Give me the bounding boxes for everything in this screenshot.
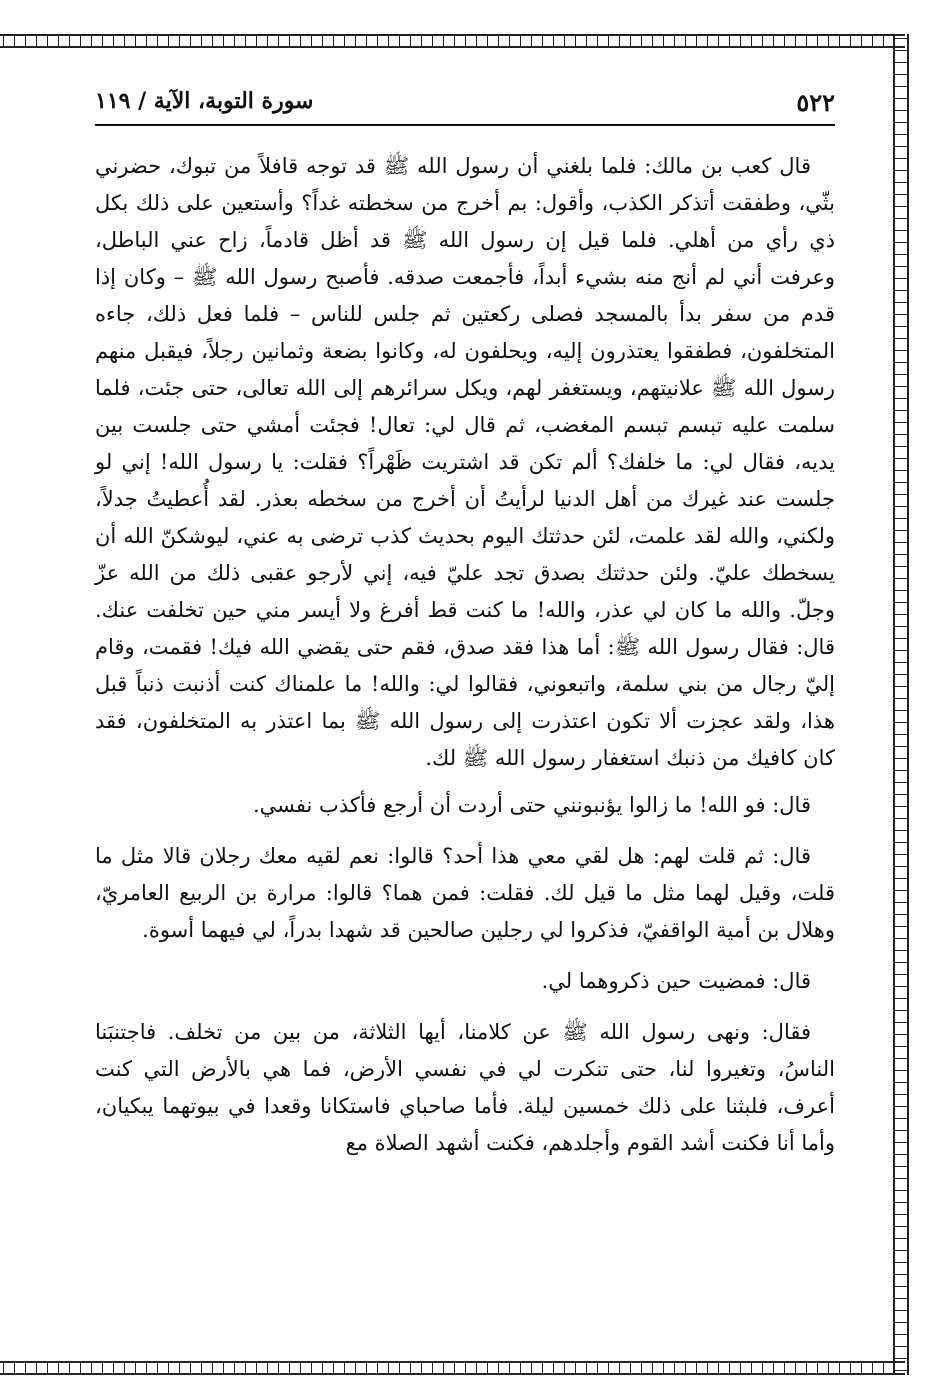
paragraph: قال: ثم قلت لهم: هل لقي معي هذا أحد؟ قالوا: نعم لقيه معك رجلان قالا مثل ما قلت، وقيل لهما مثل ما قيل لك. فقلت: فمن هما؟ قالوا: مرارة بن الربيع العامريّ، وهلال بن أمية الواقفيّ، فذكروا لي رجلين صالحين قد شهدا بدراً، لي فيهما أسوة.: [95, 844, 835, 942]
page-header: [95, 84, 835, 126]
body-text: [95, 148, 835, 1172]
paragraph: قال: فو الله! ما زالوا يؤنبونني حتى أردت أن أرجع فأكذب نفسي.: [253, 793, 811, 817]
decorative-border-bottom: [0, 1361, 905, 1375]
paragraph: قال كعب بن مالك: فلما بلغني أن رسول الله ﷺ قد توجه قافلاً من تبوك، حضرني بثّي، وطفقت أتذكر الكذب، وأقول: بم أخرج من سخطته غداً؟ وأستعين على ذلك بكل ذي رأي من أهلي. فلما قيل إن رسول الله ﷺ قد أظل قادماً، زاح عني الباطل، وعرفت أني لم أنج منه بشيء أبداً، فأجمعت صدقه. فأصبح رسول الله ﷺ – وكان إذا قدم من سفر بدأ بالمسجد فصلى ركعتين ثم جلس للناس – فلما فعل ذلك، جاءه المتخلفون، فطفقوا يعتذرون إليه، ويحلفون له، وكانوا بضعة وثمانين رجلاً، فيقبل منهم رسول الله ﷺ علانيتهم، ويستغفر لهم، ويكل سرائرهم إلى الله تعالى، حتى جئت، فلما سلمت عليه تبسم تبسم المغضب، ثم قال لي: تعال! فجئت أمشي حتى جلست بين يديه، فقال لي: ما خلفك؟ ألم تكن قد اشتريت ظَهْراً؟ فقلت: يا رسول الله! إني لو جلست عند غيرك من أهل الدنيا لرأيتُ أن أخرج من سخطه بعذر. لقد أُعطيتُ جدلاً، ولكني، والله لقد علمت، لئن حدثتك اليوم بحديث كذب ترضى به عني، ليوشكنّ الله أن يسخطك عليّ. ولئن حدثتك بصدق تجد عليّ فيه، إني لأرجو عقبى ذلك من الله عزّ وجلّ. والله ما كان لي عذر، والله! ما كنت قط أفرغ ولا أيسر مني حين تخلفت عنك. قال: فقال رسول الله ﷺ: أما هذا فقد صدق، فقم حتى يقضي الله فيك! فقمت، وقام إليّ رجال من بني سلمة، واتبعوني، فقالوا لي: والله! ما علمناك كنت أذنبت ذنباً قبل هذا، ولقد عجزت ألا تكون اعتذرت إلى رسول الله ﷺ بما اعتذر به المتخلفون، فقد كان كافيك من ذنبك استغفار رسول الله ﷺ لك.: [95, 154, 835, 770]
page-number: ٥٢٢: [796, 88, 835, 117]
decorative-border-right: [893, 34, 909, 1375]
decorative-border-top: [0, 34, 905, 48]
running-title: سورة التوبة، الآية / ١١٩: [95, 88, 314, 114]
paragraph: فقال: ونهى رسول الله ﷺ عن كلامنا، أيها الثلاثة، من بين من تخلف. فاجتنبَنا الناسُ، وتغيروا لنا، حتى تنكرت لي في نفسي الأرض، فما هي بالأرض التي كنت أعرف، فلبثنا على ذلك خمسين ليلة. فأما صاحباي فاستكانا وقعدا في بيوتهما يبكيان، وأما أنا فكنت أشد القوم وأجلدهم، فكنت أشهد الصلاة مع: [95, 1020, 835, 1155]
paragraph: قال: فمضيت حين ذكروهما لي.: [541, 969, 811, 993]
